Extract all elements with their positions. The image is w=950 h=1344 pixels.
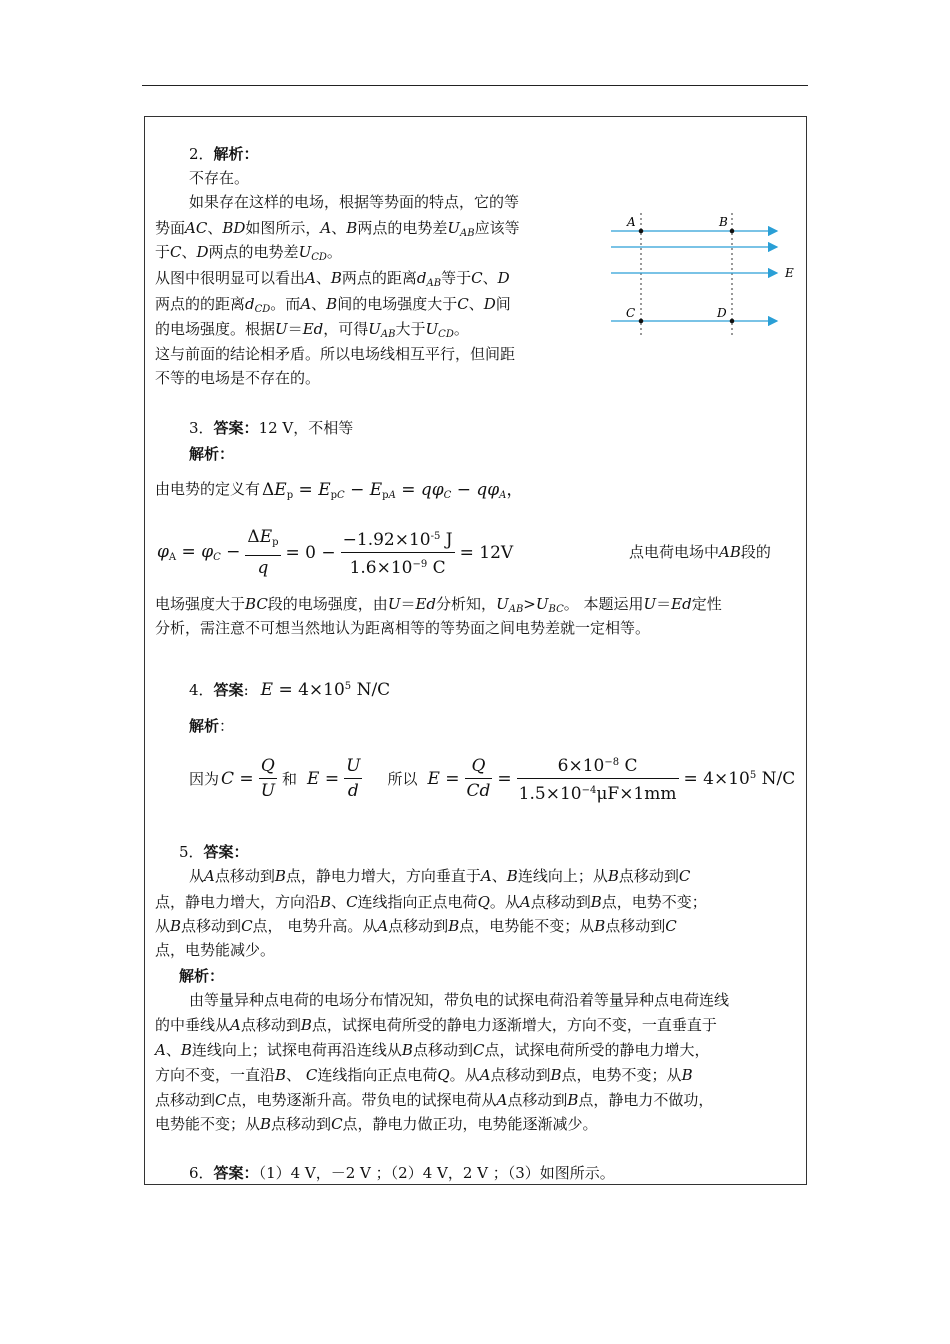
q2-line: 这与前面的结论相矛盾。所以电场线相互平行，但间距 (155, 345, 516, 363)
q3-line1: 由电势的定义有 $\Delta E_p = E_{pC} - E_{pA} = q\varphi_C - q\varphi_A$， (155, 479, 524, 501)
point-d (730, 319, 735, 324)
q2-line: 的电场强度。根据U＝Ed，可得$U_{AB}$大于$U_{CD}$。 (155, 320, 469, 340)
q5-analysis-line: 电势能不变；从B点移动到C点，静电力做正功，电势能逐渐减少。 (155, 1115, 598, 1133)
q2-title: 2．解析： (189, 145, 259, 163)
field-figure (605, 209, 805, 339)
label-c: C (626, 306, 636, 320)
q5-answer-label: 5．答案： (179, 843, 249, 861)
q2-line: 两点的的距离$d_{CD}$。而A、B间的电场强度大于C、D间 (155, 295, 511, 315)
q3-line4: 分析，需注意不可想当然地认为距离相等的等势面之间电势差就一定相等。 (155, 619, 651, 637)
q2-line: 不存在。 (189, 169, 250, 187)
q5-analysis-line: 的中垂线从A点移动到B点，试探电荷所受的静电力逐渐增大，方向不变，一直垂直于 (155, 1016, 717, 1034)
q5-analysis-line: A、B连线向上；试探电荷再沿连线从B点移动到C点，试探电荷所受的静电力增大， (155, 1041, 710, 1059)
q4-line: 因为 C = $\frac{Q}{U}$ 和 E = $\frac{U}{d}$ 所以 E = $\frac{Q}{Cd}$ = $\frac{6\times 10^{-8} C}{1.5\times 10^{-4}\mu F\times 1mm}$ = $4\times 10^5$ N/C (189, 751, 797, 806)
answer-box (144, 116, 807, 1185)
q5-answer-line: 点，电势能减少。 (155, 941, 276, 959)
q3-line2: $\varphi_A = \varphi_C$ − $\frac{\Delta E_p}{q}$ = 0 − $\frac{-1.92\times 10^{-5} J}{1.6\times 10^{-9} C}$ = 12V (157, 527, 514, 578)
q3-analysis-label: 解析： (189, 445, 235, 463)
q3-side-text: 点电荷电场中AB段的 (629, 543, 771, 561)
q4-answer: 4．答案: $E = 4\times 10^5$ N/C (189, 679, 391, 700)
q5-answer-line: 从B点移动到C点， 电势升高。从A点移动到B点，电势能不变；从B点移动到C (155, 917, 677, 935)
q5-analysis-line: 由等量异种点电荷的电场分布情况知，带负电的试探电荷沿着等量异种点电荷连线 (189, 991, 730, 1009)
q6-answer: 6．答案：（1）4 V，－2 V ；（2）4 V，2 V ；（3）如图所示。 (189, 1164, 615, 1182)
label-d: D (717, 306, 727, 320)
label-a: A (627, 215, 636, 229)
q5-analysis-label: 解析： (179, 967, 225, 985)
q2-line: 不等的电场是不存在的。 (155, 369, 321, 387)
label-e: E (785, 266, 794, 280)
point-b (730, 229, 735, 234)
q2-line: 于C、D两点的电势差$U_{CD}$。 (155, 243, 342, 263)
q2-line: 势面AC、BD如图所示，A、B两点的电势差$U_{AB}$应该等 (155, 219, 520, 239)
q2-line: 如果存在这样的电场，根据等势面的特点，它的等 (189, 193, 520, 211)
q4-analysis-label: 解析： (189, 717, 235, 735)
q5-analysis-line: 点移动到C点，电势逐渐升高。带负电的试探电荷从A点移动到B点，静电力不做功， (155, 1091, 714, 1109)
q3-line3: 电场强度大于BC段的电场强度，由U＝Ed分析知，$U_{AB}>U_{BC}$。 本题运用U＝Ed定性 (155, 595, 722, 615)
point-c (639, 319, 644, 324)
header-rule (142, 85, 808, 86)
q2-line: 从图中很明显可以看出A、B两点的距离$d_{AB}$等于C、D (155, 269, 510, 289)
q5-answer-line: 从A点移动到B点，静电力增大，方向垂直于A、B连线向上；从B点移动到C (189, 867, 691, 885)
q5-answer-line: 点，静电力增大，方向沿B、C连线指向正点电荷Q。从A点移动到B点，电势不变； (155, 893, 707, 911)
point-a (639, 229, 644, 234)
q3-answer: 3．答案：12 V，不相等 (189, 419, 354, 437)
q5-analysis-line: 方向不变，一直沿B、 C连线指向正点电荷Q。从A点移动到B点，电势不变；从B (155, 1066, 693, 1084)
label-b: B (719, 215, 728, 229)
